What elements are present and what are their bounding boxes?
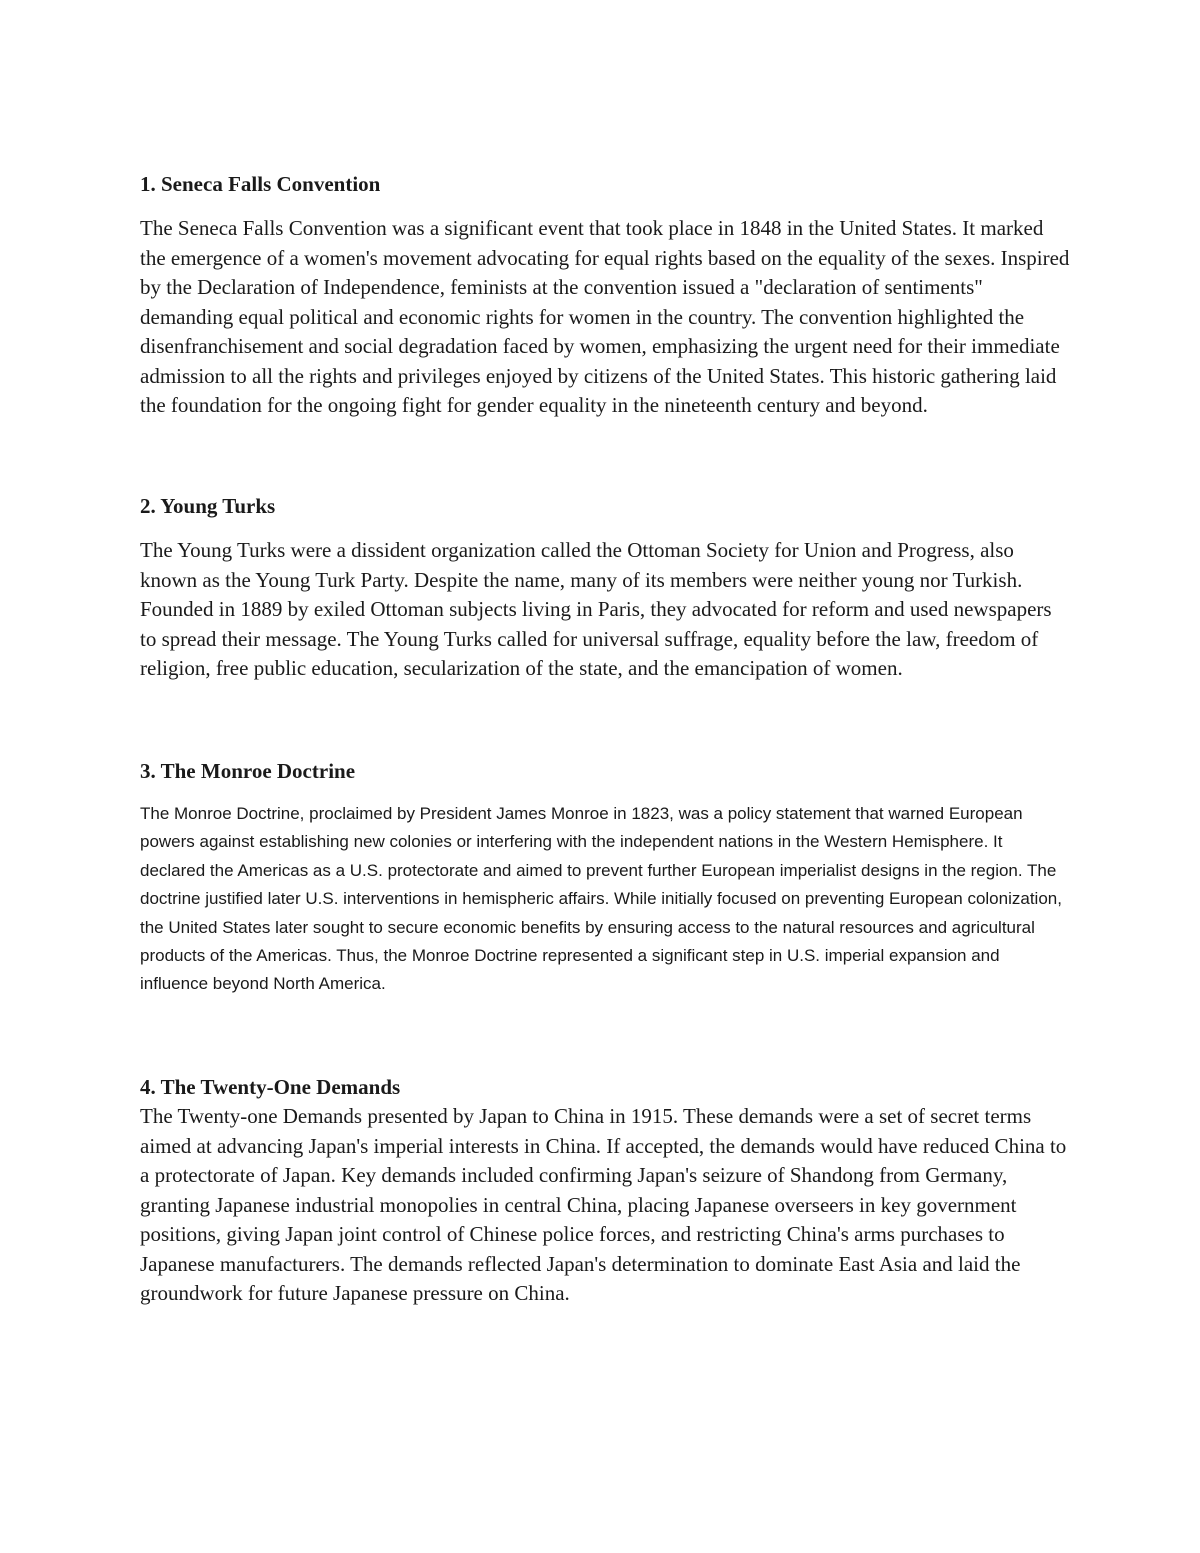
section-heading: 1. Seneca Falls Convention: [140, 172, 381, 196]
section-body: The Seneca Falls Convention was a significant event that took place in 1848 in the United States. It marked the emergence of a women's movement advocating for equal rights based on the equality of the sexes. Inspired by the Declaration of Independence, feminists at the convention issued a "declaration of sentiments" demanding equal political and economic rights for women in the country. The convention highlighted the disenfranchisement and social degradation faced by women, emphasizing the urgent need for their immediate admission to all the rights and privileges enjoyed by citizens of the United States. This historic gathering laid the foundation for the ongoing fight for gender equality in the nineteenth century and beyond.: [140, 216, 1070, 417]
section-seneca-falls: [140, 170, 1070, 421]
section-heading: 4. The Twenty-One Demands: [140, 1075, 401, 1099]
section-heading: 2. Young Turks: [140, 494, 276, 518]
section-young-turks: [140, 492, 1070, 684]
section-body: The Twenty-one Demands presented by Japan to China in 1915. These demands were a set of secret terms aimed at advancing Japan's imperial interests in China. If accepted, the demands would have reduced China to a protectorate of Japan. Key demands included confirming Japan's seizure of Shandong from Germany, granting Japanese industrial monopolies in central China, placing Japanese overseers in key government positions, giving Japan joint control of Chinese police forces, and restricting China's arms purchases to Japanese manufacturers. The demands reflected Japan's determination to dominate East Asia and laid the groundwork for future Japanese pressure on China.: [140, 1104, 1067, 1305]
section-twenty-one-demands: [140, 1073, 1070, 1309]
section-body: The Monroe Doctrine, proclaimed by President James Monroe in 1823, was a policy statement that warned European powers against establishing new colonies or interfering with the independent nations in the Western Hemisphere. It declared the Americas as a U.S. protectorate and aimed to prevent further European imperialist designs in the region. The doctrine justified later U.S. interventions in hemispheric affairs. While initially focused on preventing European colonization, the United States later sought to secure economic benefits by ensuring access to the natural resources and agricultural products of the Americas. Thus, the Monroe Doctrine represented a significant step in U.S. imperial expansion and influence beyond North America.: [140, 804, 1062, 994]
section-monroe-doctrine: [140, 757, 1070, 999]
section-body: The Young Turks were a dissident organization called the Ottoman Society for Union and Progress, also known as the Young Turk Party. Despite the name, many of its members were neither young nor Turkish. Founded in 1889 by exiled Ottoman subjects living in Paris, they advocated for reform and used newspapers to spread their message. The Young Turks called for universal suffrage, equality before the law, freedom of religion, free public education, secularization of the state, and the emancipation of women.: [140, 538, 1052, 680]
section-heading: 3. The Monroe Doctrine: [140, 759, 356, 783]
